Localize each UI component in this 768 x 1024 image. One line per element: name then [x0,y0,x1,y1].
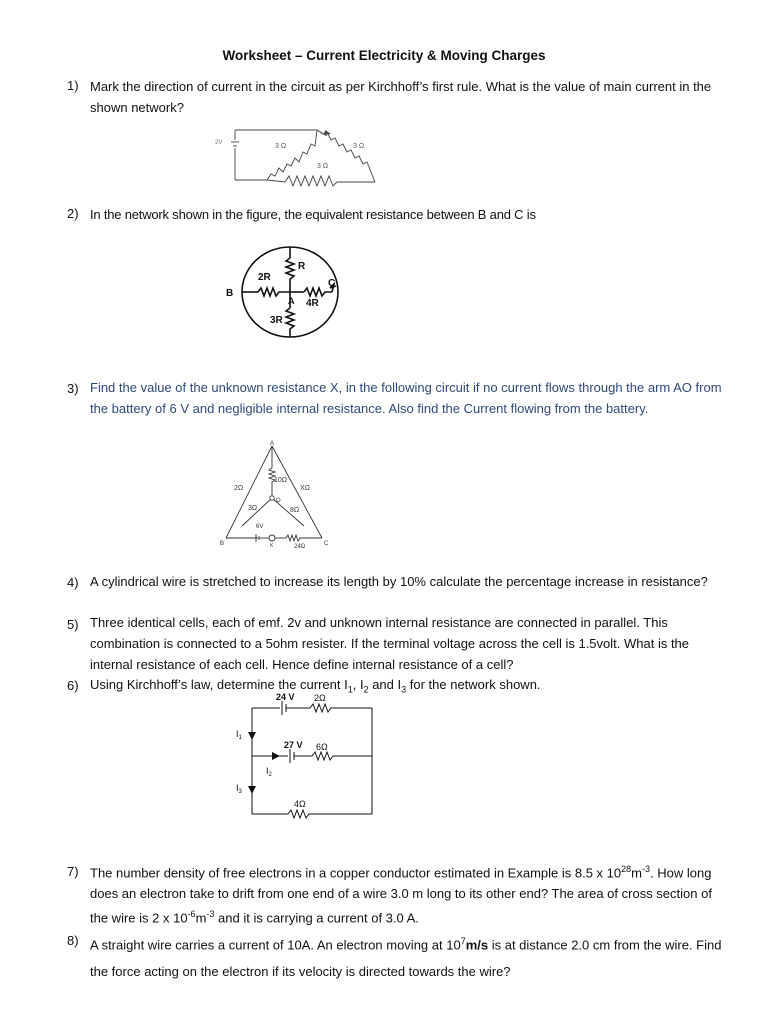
node-label-b: B [220,541,225,547]
current-label: $I_1$ [236,729,242,741]
resistor-label: 3 Ω [275,143,287,150]
question-text: The number density of free electrons in a copper conductor estimated in Example is 8.5 x $10^{28}m^{-3}$. How long does an electron take to drift from one end of a wire 3.0 m long to its other end? The area of cross section of the wire is 2 x $10^{-6}m^{-3}$ and it is carrying a current of 3.0 A. [90,864,712,926]
current-label: $I_3$ [236,783,242,795]
node-label-o: O [276,498,281,504]
battery-label: 6V [256,524,264,530]
page-title: Worksheet – Current Electricity & Moving Charges [222,48,546,63]
circuit-figure-1 [205,122,385,194]
node-label-a: A [270,441,275,447]
battery-label: 2V [215,140,223,146]
question-number: 4) [67,575,79,590]
circuit-figure-6 [228,690,378,826]
node-label-a: A [288,296,295,306]
current-label: $I_2$ [266,766,272,778]
resistor-label: 4Ω [294,799,306,809]
resistor-label: 24Ω [294,544,306,550]
question-text: Three identical cells, each of emf. 2v and unknown internal resistance are connected in parallel. This combination is connected to a 5ohm resister. If the terminal voltage across the cell is 1.5volt. What is the internal resistance of each cell. Hence define internal resistance of a cell? [90,615,690,672]
resistor-label: 8Ω [290,507,300,514]
question-text: A straight wire carries a current of 10A. An electron moving at $10^7m/s$ is at distance 2.0 cm from the wire. Find the force acting on the electron if its velocity is directed towards the wire? [90,936,722,980]
question-text: Mark the direction of current in the circuit as per Kirchhoff’s first rule. What is the value of main current in the shown network? [90,79,712,115]
node-label-c: C [328,278,336,289]
resistor-label: 6Ω [316,742,328,752]
question-number: 2) [67,206,79,221]
resistor-label: 4R [306,298,319,309]
resistor-label: 3Ω [248,505,258,512]
question-number: 6) [67,678,79,693]
resistor-label: XΩ [300,485,310,492]
question-number: 5) [67,617,79,632]
battery-label: 24 V [276,692,295,702]
question-number: 8) [67,933,79,948]
question-text: Find the value of the unknown resistance X, in the following circuit if no current flows through the arm AO from the battery of 6 V and negligible internal resistance. Also find the Current flowing from the battery. [90,380,722,416]
question-text: A cylindrical wire is stretched to increase its length by 10% calculate the percentage increase in resistance? [90,574,708,589]
node-label-b: B [226,288,234,299]
resistor-label: R [298,261,306,272]
node-label-k: K [270,543,274,549]
question-text: In the network shown in the figure, the equivalent resistance between B and C is [90,207,536,222]
question-number: 3) [67,381,79,396]
node-label-c: C [324,541,329,547]
battery-label: 27 V [284,740,303,750]
circuit-figure-2 [222,244,348,340]
resistor-label: 3 Ω [353,143,365,150]
circuit-figure-3 [212,438,337,550]
resistor-label: 10Ω [274,477,288,484]
question-number: 7) [67,864,79,879]
resistor-label: 3 Ω [317,163,329,170]
resistor-label: 2Ω [314,693,326,703]
resistor-label: 2Ω [234,485,244,492]
resistor-label: 3R [270,315,283,326]
question-number: 1) [67,78,79,93]
resistor-label: 2R [258,272,271,283]
question-text: Using Kirchhoff’s law, determine the current $I_1$, $I_2$ and $I_3$ for the network shown. [90,677,541,695]
